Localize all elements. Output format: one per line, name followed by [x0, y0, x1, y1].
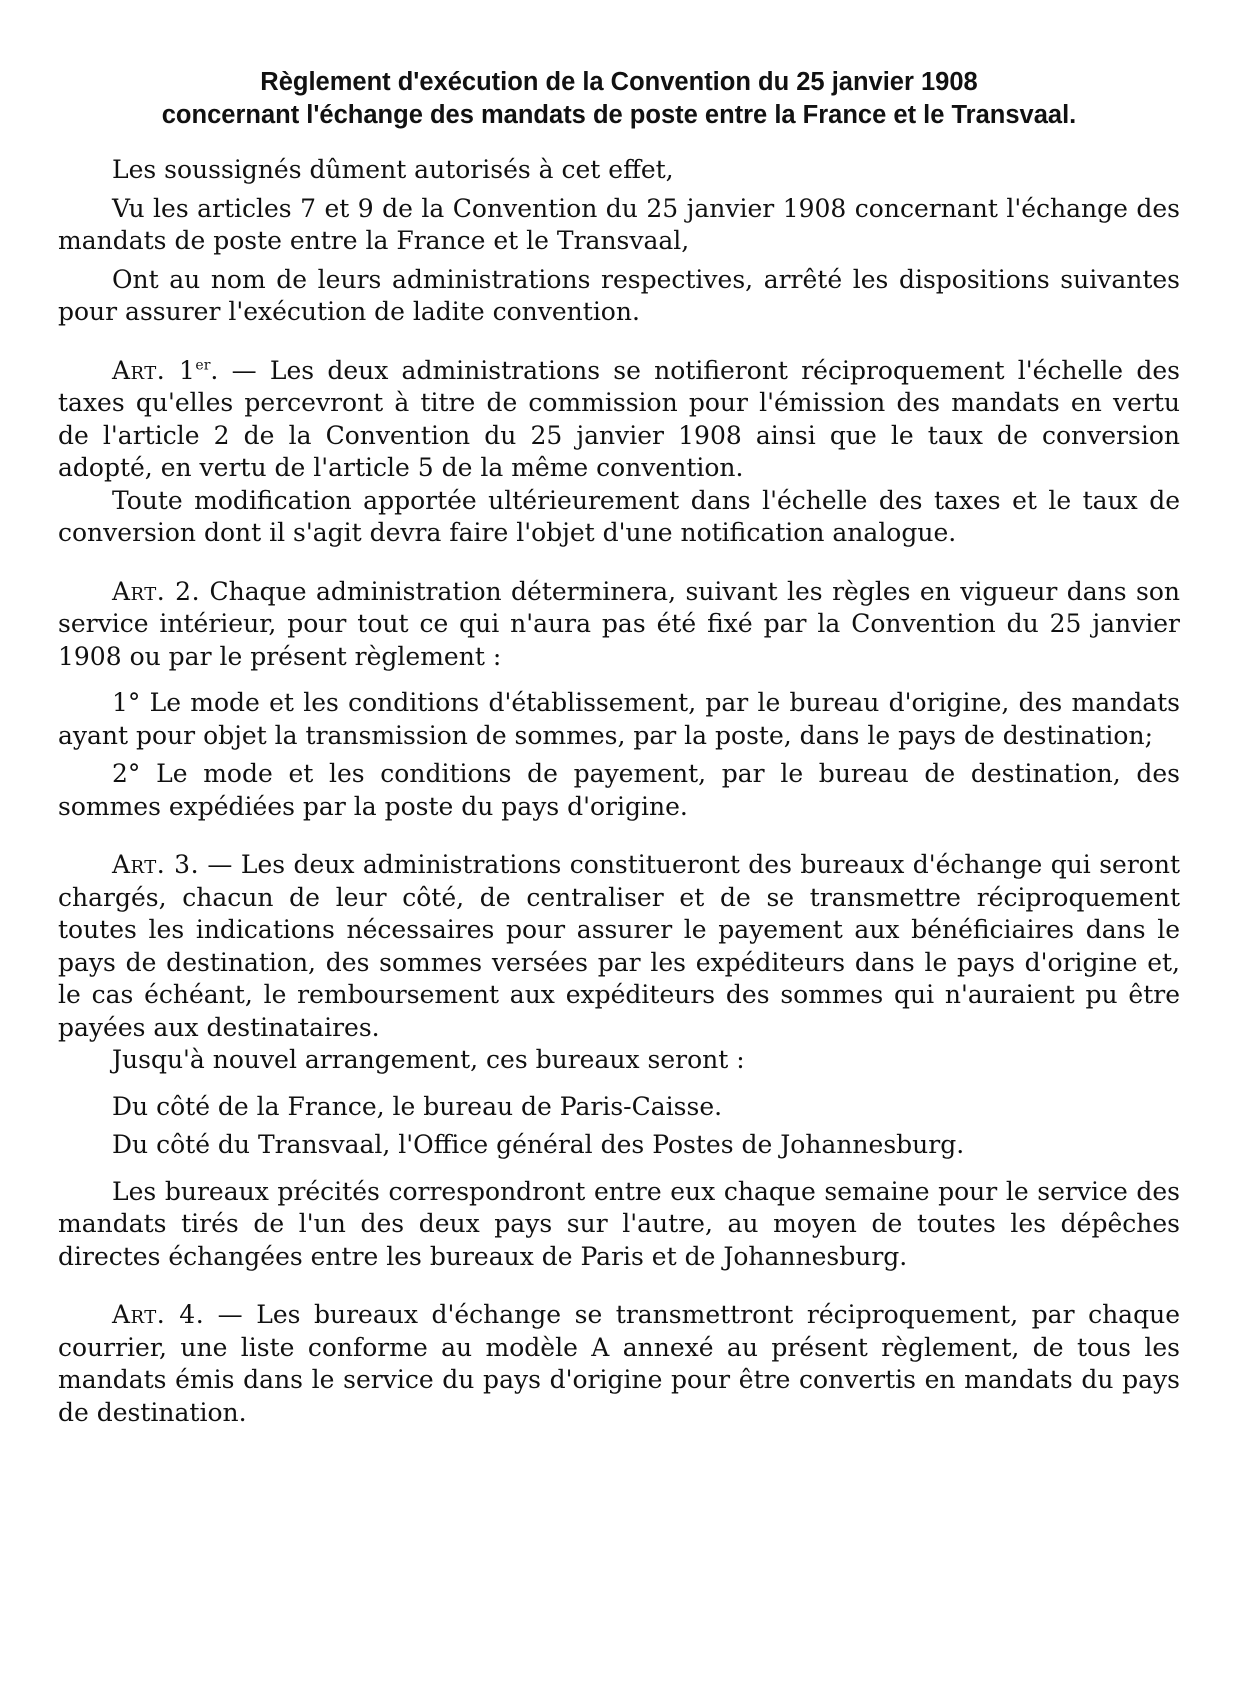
article-4-text: — Les bureaux d'échange se transmettront réciproquement, par chaque courrier, une liste conforme au modèle A annexé au présent règlement, de tous les mandats émis dans le service du pays d'origine pour être convertis en mandats du pays de destination. [58, 1300, 1180, 1427]
article-3-paragraph-3: Du côté de la France, le bureau de Paris-Caisse. [112, 1091, 723, 1121]
article-1-label: Art. 1 [112, 355, 196, 385]
title-line-1: Règlement d'exécution de la Convention du 25 janvier 1908 [260, 68, 978, 96]
article-2-paragraph [58, 576, 1180, 674]
article-3-text: — Les deux administrations constitueront des bureaux d'échange qui seront chargés, chacun de leur côté, de centraliser et de se transmettre réciproquement toutes les indications nécessaires pour assurer le payement aux bénéficiaires dans le pays de destination, des sommes versées par les expéditeurs dans le pays d'origine et, le cas échéant, le remboursement aux expéditeurs des sommes qui n'auraient pu être payées aux destinataires. [58, 850, 1180, 1042]
article-1-text: . — Les deux administrations se notifieront réciproquement l'échelle des taxes qu'elles percevront à titre de commission pour l'émission des mandats en vertu de l'article 2 de la Convention du 25 janvier 1908 ainsi que le taux de conversion adopté, en vertu de l'article 5 de la même convention. [58, 355, 1180, 482]
preamble-paragraph-3: Ont au nom de leurs administrations respectives, arrêté les dispositions suivantes pour assurer l'exécution de ladite convention. [58, 264, 1180, 326]
title-line-2: concernant l'échange des mandats de poste entre la France et le Transvaal. [161, 101, 1077, 129]
article-2-item-1: 1° Le mode et les conditions d'établissement, par le bureau d'origine, des mandats ayant pour objet la transmission de sommes, par la poste, dans le pays de destination; [58, 688, 1180, 750]
article-3-label: Art. 3. [112, 850, 200, 879]
article-1-label-sup: er [195, 357, 211, 374]
preamble-paragraph-1: Les soussignés dûment autorisés à cet effet, [112, 155, 674, 184]
article-3-paragraph [58, 849, 1180, 1044]
article-2-text: Chaque administration déterminera, suivant les règles en vigueur dans son service intérieur, pour tout ce qui n'aura pas été fixé par la Convention du 25 janvier 1908 ou par le présent règlement : [58, 576, 1180, 671]
article-2-item-2: 2° Le mode et les conditions de payement, par le bureau de destination, des sommes expédiées par la poste du pays d'origine. [58, 759, 1180, 821]
article-1-paragraph-2: Toute modification apportée ultérieurement dans l'échelle des taxes et le taux de conversion dont il s'agit devra faire l'objet d'une notification analogue. [58, 485, 1180, 547]
article-3-paragraph-2: Jusqu'à nouvel arrangement, ces bureaux seront : [112, 1045, 745, 1074]
document-title [58, 66, 1180, 132]
document-page [58, 66, 1180, 1429]
article-4-paragraph [58, 1299, 1180, 1429]
article-3-paragraph-5: Les bureaux précités correspondront entre eux chaque semaine pour le service des mandats tirés de l'un des deux pays sur l'autre, au moyen de toutes les dépêches directes échangées entre les bureaux de Paris et de Johannesburg. [58, 1176, 1180, 1271]
article-3-paragraph-4: Du côté du Transvaal, l'Office général des Postes de Johannesburg. [112, 1130, 965, 1159]
article-4-label: Art. 4. [112, 1300, 205, 1329]
article-1-paragraph [58, 355, 1180, 485]
article-2-label: Art. 2. [112, 576, 201, 606]
preamble-paragraph-2: Vu les articles 7 et 9 de la Convention du 25 janvier 1908 concernant l'échange des mandats de poste entre la France et le Transvaal, [58, 193, 1180, 255]
